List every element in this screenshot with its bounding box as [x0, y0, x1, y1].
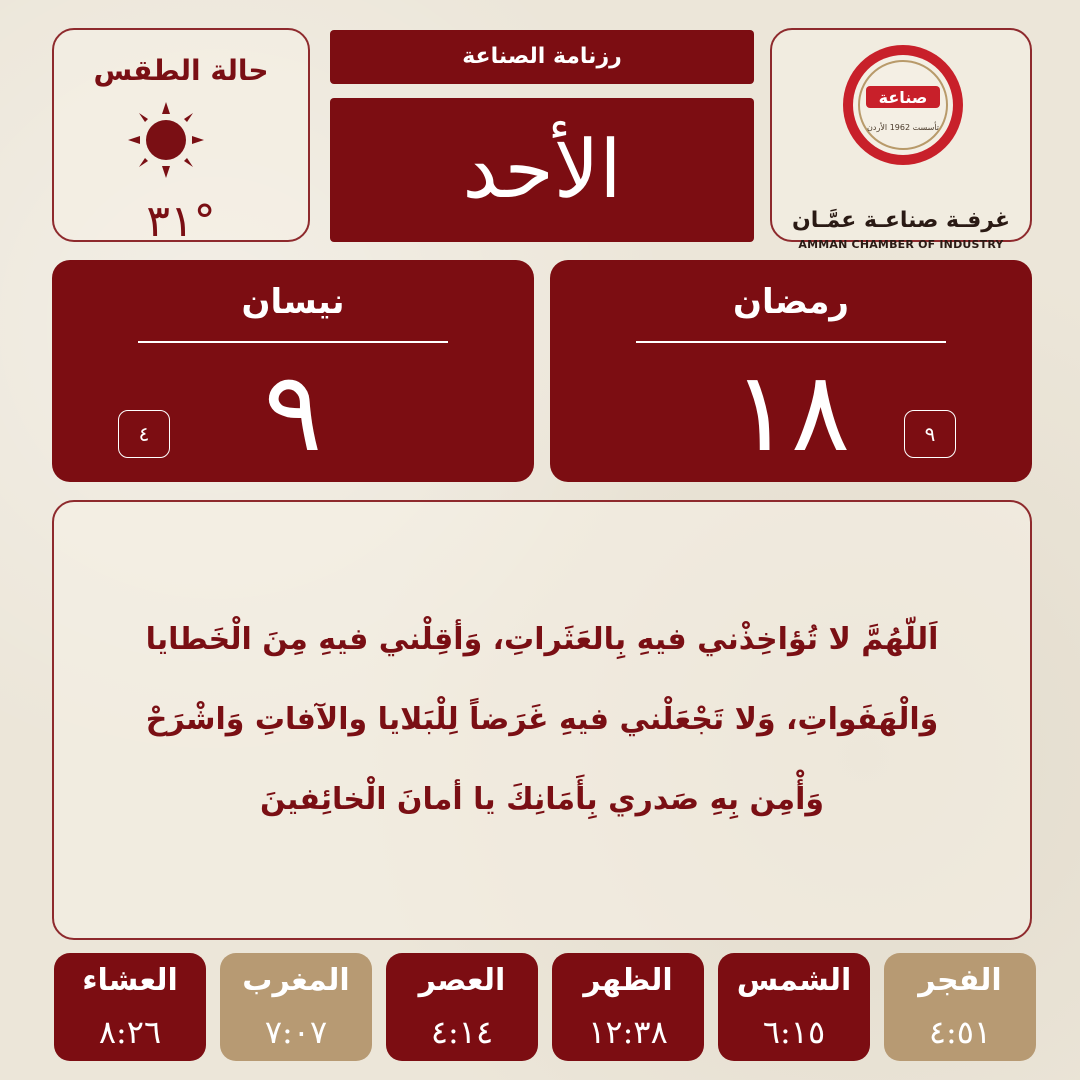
prayer-fajr — [884, 953, 1036, 1061]
logo-english-name: AMMAN CHAMBER OF INDUSTRY — [798, 238, 1004, 251]
prayer-time: ٤:٥١ — [928, 1013, 992, 1051]
emblem-word: صناعة — [878, 88, 928, 107]
hijri-month-name: رمضان — [733, 282, 849, 322]
prayer-time: ٤:١٤ — [430, 1013, 494, 1051]
prayer-isha — [54, 953, 206, 1061]
prayer-shurooq — [718, 953, 870, 1061]
calendar-title: رزنامة الصناعة — [330, 30, 754, 84]
sun-icon — [126, 100, 206, 180]
emblem-founded: تأسست 1962 الأردن — [867, 123, 939, 132]
logo-arabic-name: غرفـة صناعـة عمَّـان — [791, 208, 1011, 233]
prayer-time: ١٢:٣٨ — [588, 1013, 668, 1051]
prayer-time: ٦:١٥ — [762, 1013, 826, 1051]
prayer-maghrib — [220, 953, 372, 1061]
prayer-name: العصر — [418, 963, 506, 998]
weather-panel — [52, 28, 310, 247]
prayer-dhuhr — [552, 953, 704, 1061]
prayer-name: الشمس — [736, 963, 852, 998]
dua-text: اَللّهُمَّ لا تُؤاخِذْني فيهِ بِالعَثَراتِ، وَأقِلْني فيهِ مِنَ الْخَطايا وَالْهَفَواتِ، وَلا تَجْعَلْني فيهِ غَرَضاً لِلْبَلايا والآفاتِ وَاشْرَحْ وَأْمِن بِهِ صَدري بِأَمَانِكَ يا أمانَ الْخائِفينَ — [145, 622, 939, 817]
amman-chamber-logo — [840, 42, 966, 168]
hijri-month-number: ٩ — [904, 410, 956, 458]
day-name: الأحد — [330, 98, 754, 242]
prayer-time: ٨:٢٦ — [98, 1013, 162, 1051]
gregorian-month-number: ٤ — [118, 410, 170, 458]
prayer-name: العشاء — [82, 963, 178, 998]
prayer-time: ٧:٠٧ — [264, 1013, 328, 1051]
hijri-day: ١٨ — [731, 348, 851, 476]
gregorian-day: ٩ — [263, 348, 323, 476]
prayer-name: المغرب — [242, 963, 350, 998]
weather-title: حالة الطقس — [93, 54, 269, 87]
prayer-asr — [386, 953, 538, 1061]
hijri-divider — [636, 341, 946, 343]
logo-panel — [770, 28, 1032, 251]
gregorian-date-box — [52, 260, 534, 482]
temperature: ٣١° — [146, 196, 216, 247]
prayer-name: الفجر — [918, 963, 1002, 998]
dua-panel — [52, 500, 1032, 940]
gregorian-divider — [138, 341, 448, 343]
hijri-date-box — [550, 260, 1032, 482]
prayer-name: الظهر — [583, 963, 673, 998]
gregorian-month-name: نيسان — [241, 282, 345, 322]
